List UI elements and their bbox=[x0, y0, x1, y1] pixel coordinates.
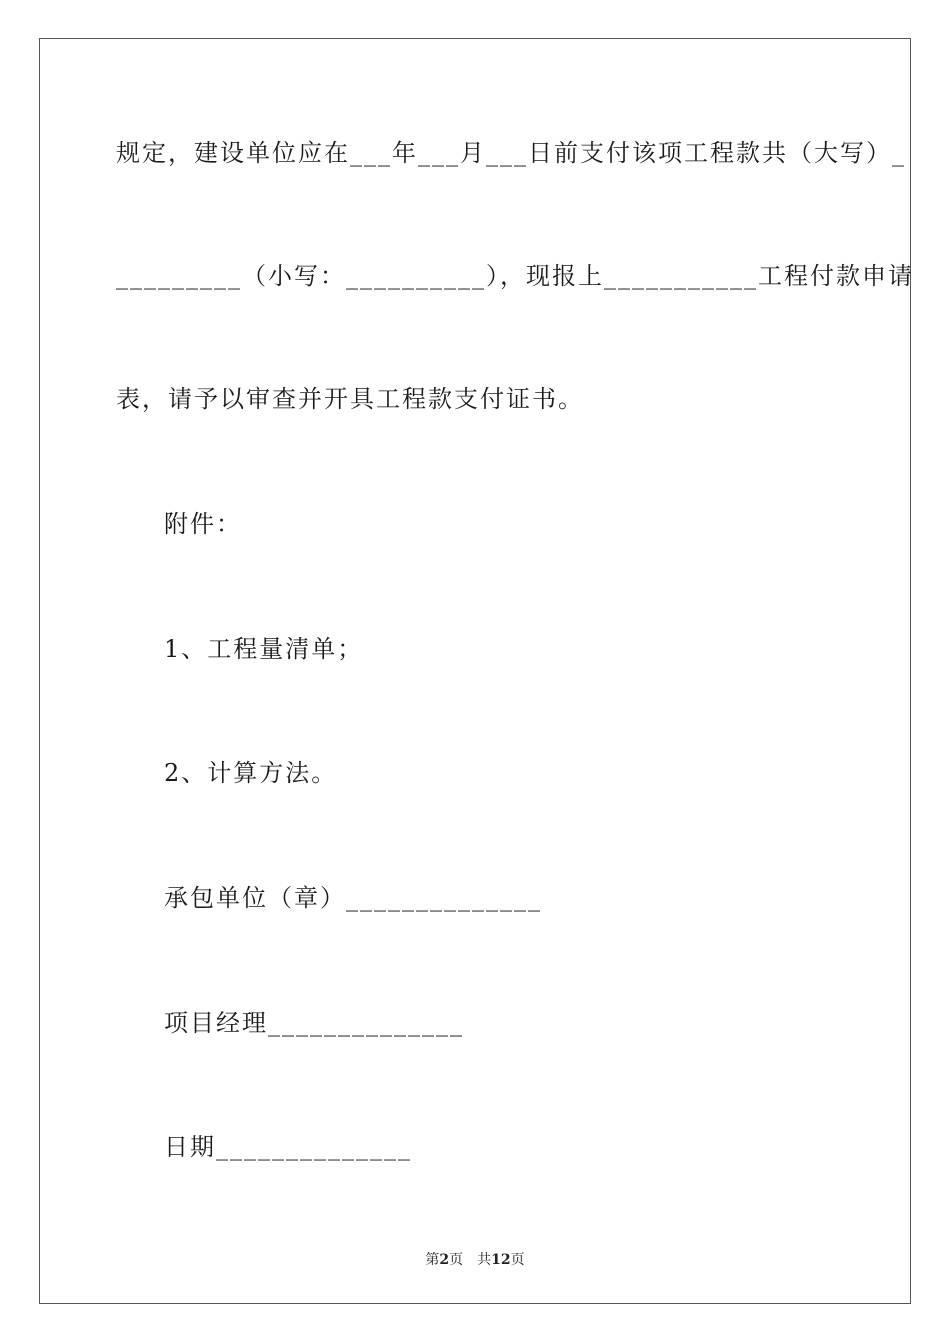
body-line-1: 规定，建设单位应在___年___月___日前支付该项工程款共（大写）_ bbox=[116, 139, 906, 167]
page-footer bbox=[0, 1249, 950, 1269]
body-line-2: _________（小写：__________），现报上___________工程付款申请 bbox=[116, 262, 914, 290]
page-suffix: 页 bbox=[449, 1252, 464, 1268]
page-prefix: 第 bbox=[425, 1252, 440, 1268]
page-number: 2 bbox=[439, 1252, 450, 1268]
date-line: 日期______________ bbox=[164, 1133, 412, 1161]
total-prefix: 共 bbox=[477, 1252, 492, 1268]
attachment-item-2: 2、计算方法。 bbox=[164, 759, 338, 787]
attachment-item-1: 1、工程量清单； bbox=[164, 635, 364, 663]
body-line-3: 表，请予以审查并开具工程款支付证书。 bbox=[116, 385, 584, 413]
attachments-heading: 附件： bbox=[164, 510, 242, 538]
contractor-seal-line: 承包单位（章）______________ bbox=[164, 884, 542, 912]
project-manager-line: 项目经理______________ bbox=[164, 1009, 464, 1037]
total-pages: 12 bbox=[491, 1252, 511, 1268]
page-border bbox=[39, 38, 911, 1304]
total-suffix: 页 bbox=[510, 1252, 525, 1268]
